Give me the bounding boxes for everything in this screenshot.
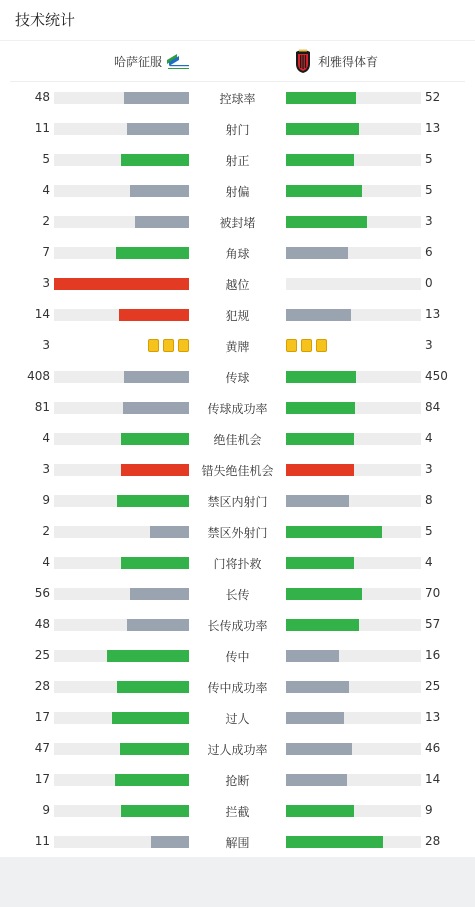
away-bar-fill — [286, 805, 354, 817]
stat-row — [0, 671, 475, 702]
home-bar-track — [54, 216, 189, 228]
home-value: 9 — [42, 803, 50, 817]
section-title: 技术统计 — [0, 0, 475, 41]
yellow-card-icon — [148, 339, 159, 352]
home-value: 4 — [42, 431, 50, 445]
home-value: 9 — [42, 493, 50, 507]
away-bar-fill — [286, 712, 344, 724]
away-bar-track — [286, 836, 421, 848]
away-value: 3 — [425, 338, 433, 352]
away-team-logo-icon — [293, 48, 313, 74]
away-bar-track — [286, 588, 421, 600]
away-bar-fill — [286, 681, 349, 693]
home-bar-track — [54, 836, 189, 848]
away-bar-track — [286, 650, 421, 662]
home-bar-fill — [151, 836, 189, 848]
stat-label: 传中成功率 — [207, 681, 268, 695]
home-bar-track — [54, 588, 189, 600]
stat-row — [0, 702, 475, 733]
home-yellow-cards — [148, 339, 189, 352]
stat-row — [0, 206, 475, 237]
stat-row — [0, 113, 475, 144]
stat-row — [0, 299, 475, 330]
stat-row — [0, 268, 475, 299]
home-bar-track — [54, 805, 189, 817]
away-bar-fill — [286, 526, 382, 538]
away-bar-track — [286, 526, 421, 538]
away-value: 28 — [425, 834, 441, 848]
away-bar-fill — [286, 309, 351, 321]
stat-label: 越位 — [225, 278, 250, 292]
away-bar-fill — [286, 619, 359, 631]
home-bar-fill — [120, 743, 189, 755]
home-value: 3 — [42, 276, 50, 290]
stat-row — [0, 361, 475, 392]
home-bar-fill — [116, 247, 189, 259]
away-value: 5 — [425, 152, 433, 166]
stat-label: 射偏 — [225, 185, 250, 199]
away-bar-fill — [286, 743, 352, 755]
home-bar-track — [54, 650, 189, 662]
stat-label: 射正 — [225, 154, 250, 168]
stat-row — [0, 764, 475, 795]
home-team[interactable] — [114, 41, 191, 81]
stat-row — [0, 733, 475, 764]
stat-label: 禁区外射门 — [207, 526, 268, 540]
home-bar-track — [54, 92, 189, 104]
away-value: 13 — [425, 121, 441, 135]
home-bar-fill — [121, 154, 189, 166]
away-bar-fill — [286, 495, 349, 507]
away-bar-fill — [286, 371, 356, 383]
home-bar-fill — [121, 557, 189, 569]
away-value: 0 — [425, 276, 433, 290]
away-value: 4 — [425, 555, 433, 569]
away-value: 3 — [425, 214, 433, 228]
stat-label: 角球 — [225, 247, 250, 261]
stat-label: 过人成功率 — [207, 743, 268, 757]
stat-row — [0, 144, 475, 175]
away-value: 5 — [425, 183, 433, 197]
stat-label: 禁区内射门 — [207, 495, 268, 509]
home-bar-track — [54, 464, 189, 476]
away-bar-track — [286, 309, 421, 321]
home-value: 3 — [42, 462, 50, 476]
away-bar-track — [286, 774, 421, 786]
away-bar-fill — [286, 557, 354, 569]
away-value: 84 — [425, 400, 441, 414]
stat-row — [0, 82, 475, 113]
home-value: 3 — [42, 338, 50, 352]
away-bar-fill — [286, 92, 356, 104]
home-value: 81 — [34, 400, 50, 414]
away-bar-track — [286, 216, 421, 228]
away-bar-fill — [286, 154, 354, 166]
away-value: 25 — [425, 679, 441, 693]
home-bar-fill — [130, 185, 189, 197]
stat-row — [0, 330, 475, 361]
home-bar-fill — [117, 681, 189, 693]
home-bar-fill — [124, 92, 189, 104]
home-value: 14 — [34, 307, 50, 321]
away-bar-track — [286, 557, 421, 569]
away-bar-track — [286, 712, 421, 724]
home-value: 48 — [34, 90, 50, 104]
away-bar-track — [286, 247, 421, 259]
away-value: 450 — [425, 369, 448, 383]
away-value: 4 — [425, 431, 433, 445]
home-value: 4 — [42, 555, 50, 569]
home-value: 7 — [42, 245, 50, 259]
teams-header — [10, 41, 465, 82]
away-bar-track — [286, 185, 421, 197]
away-bar-track — [286, 495, 421, 507]
home-bar-fill — [54, 278, 189, 290]
home-bar-fill — [124, 371, 189, 383]
home-bar-fill — [112, 712, 189, 724]
stat-row — [0, 423, 475, 454]
home-value: 56 — [34, 586, 50, 600]
home-bar-fill — [121, 464, 189, 476]
home-bar-track — [54, 743, 189, 755]
home-bar-track — [54, 619, 189, 631]
away-bar-fill — [286, 433, 354, 445]
stat-label: 传球 — [225, 371, 250, 385]
home-value: 5 — [42, 152, 50, 166]
stat-row — [0, 392, 475, 423]
home-value: 25 — [34, 648, 50, 662]
away-value: 5 — [425, 524, 433, 538]
away-bar-fill — [286, 247, 348, 259]
away-value: 3 — [425, 462, 433, 476]
home-bar-track — [54, 154, 189, 166]
home-bar-track — [54, 774, 189, 786]
away-value: 46 — [425, 741, 441, 755]
away-team-name: 利雅得体育 — [318, 54, 379, 69]
yellow-card-icon — [316, 339, 327, 352]
stat-label: 黄牌 — [225, 340, 250, 354]
home-bar-track — [54, 309, 189, 321]
stat-row — [0, 795, 475, 826]
away-value: 52 — [425, 90, 441, 104]
stat-label: 过人 — [225, 712, 250, 726]
away-bar-track — [286, 805, 421, 817]
away-bar-track — [286, 681, 421, 693]
stat-row — [0, 826, 475, 857]
yellow-card-icon — [178, 339, 189, 352]
home-bar-fill — [107, 650, 189, 662]
home-value: 11 — [34, 121, 50, 135]
yellow-card-icon — [163, 339, 174, 352]
home-team-logo-icon — [165, 51, 191, 71]
stat-row — [0, 609, 475, 640]
yellow-card-icon — [286, 339, 297, 352]
stat-label: 抢断 — [225, 774, 250, 788]
away-value: 13 — [425, 710, 441, 724]
stat-row — [0, 547, 475, 578]
home-bar-track — [54, 185, 189, 197]
stat-label: 传中 — [225, 650, 250, 664]
away-bar-track — [286, 464, 421, 476]
away-value: 9 — [425, 803, 433, 817]
home-bar-track — [54, 123, 189, 135]
home-bar-track — [54, 495, 189, 507]
away-yellow-cards — [286, 339, 327, 352]
home-value: 48 — [34, 617, 50, 631]
away-bar-fill — [286, 216, 367, 228]
stat-label: 犯规 — [225, 309, 250, 323]
away-value: 6 — [425, 245, 433, 259]
away-value: 8 — [425, 493, 433, 507]
away-value: 70 — [425, 586, 441, 600]
home-bar-fill — [121, 805, 189, 817]
stat-row — [0, 237, 475, 268]
home-value: 11 — [34, 834, 50, 848]
away-bar-fill — [286, 836, 383, 848]
stat-label: 错失绝佳机会 — [201, 464, 274, 478]
home-team-name: 哈萨征服 — [113, 54, 162, 69]
away-bar-track — [286, 433, 421, 445]
away-bar-fill — [286, 402, 355, 414]
away-value: 16 — [425, 648, 441, 662]
home-bar-track — [54, 371, 189, 383]
stat-label: 传球成功率 — [207, 402, 268, 416]
away-bar-track — [286, 743, 421, 755]
stat-label: 射门 — [225, 123, 250, 137]
stat-label: 解围 — [225, 836, 250, 850]
home-value: 47 — [34, 741, 50, 755]
home-value: 2 — [42, 524, 50, 538]
stat-label: 拦截 — [225, 805, 250, 819]
home-bar-track — [54, 278, 189, 290]
home-bar-fill — [150, 526, 189, 538]
stat-row — [0, 175, 475, 206]
stat-row — [0, 485, 475, 516]
stat-row — [0, 516, 475, 547]
stat-row — [0, 640, 475, 671]
away-value: 14 — [425, 772, 441, 786]
away-bar-fill — [286, 123, 359, 135]
away-value: 57 — [425, 617, 441, 631]
away-bar-track — [286, 278, 421, 290]
home-value: 2 — [42, 214, 50, 228]
stat-label: 门将扑救 — [213, 557, 262, 571]
away-bar-track — [286, 154, 421, 166]
home-value: 408 — [27, 369, 50, 383]
away-bar-track — [286, 402, 421, 414]
home-value: 17 — [34, 710, 50, 724]
home-bar-fill — [127, 123, 189, 135]
away-team[interactable] — [293, 41, 378, 81]
stat-label: 被封堵 — [219, 216, 256, 230]
home-bar-fill — [115, 774, 189, 786]
away-bar-fill — [286, 185, 362, 197]
stat-label: 长传成功率 — [207, 619, 268, 633]
home-bar-fill — [119, 309, 189, 321]
home-bar-track — [54, 681, 189, 693]
home-value: 4 — [42, 183, 50, 197]
away-bar-fill — [286, 464, 354, 476]
yellow-card-icon — [301, 339, 312, 352]
stat-row — [0, 578, 475, 609]
stat-row — [0, 454, 475, 485]
stat-label: 长传 — [225, 588, 250, 602]
home-bar-track — [54, 526, 189, 538]
home-value: 28 — [34, 679, 50, 693]
home-bar-track — [54, 247, 189, 259]
away-bar-fill — [286, 774, 347, 786]
home-bar-track — [54, 402, 189, 414]
away-bar-fill — [286, 588, 362, 600]
away-bar-track — [286, 92, 421, 104]
stats-list — [0, 82, 475, 857]
home-bar-fill — [135, 216, 189, 228]
stat-label: 控球率 — [219, 92, 256, 106]
home-bar-fill — [130, 588, 189, 600]
home-bar-track — [54, 712, 189, 724]
home-bar-fill — [117, 495, 189, 507]
away-bar-track — [286, 619, 421, 631]
away-bar-fill — [286, 650, 339, 662]
home-bar-fill — [127, 619, 189, 631]
home-bar-track — [54, 433, 189, 445]
away-bar-track — [286, 371, 421, 383]
home-bar-fill — [121, 433, 189, 445]
home-bar-track — [54, 557, 189, 569]
away-bar-track — [286, 123, 421, 135]
away-value: 13 — [425, 307, 441, 321]
home-bar-fill — [123, 402, 189, 414]
stat-label: 绝佳机会 — [213, 433, 262, 447]
home-value: 17 — [34, 772, 50, 786]
